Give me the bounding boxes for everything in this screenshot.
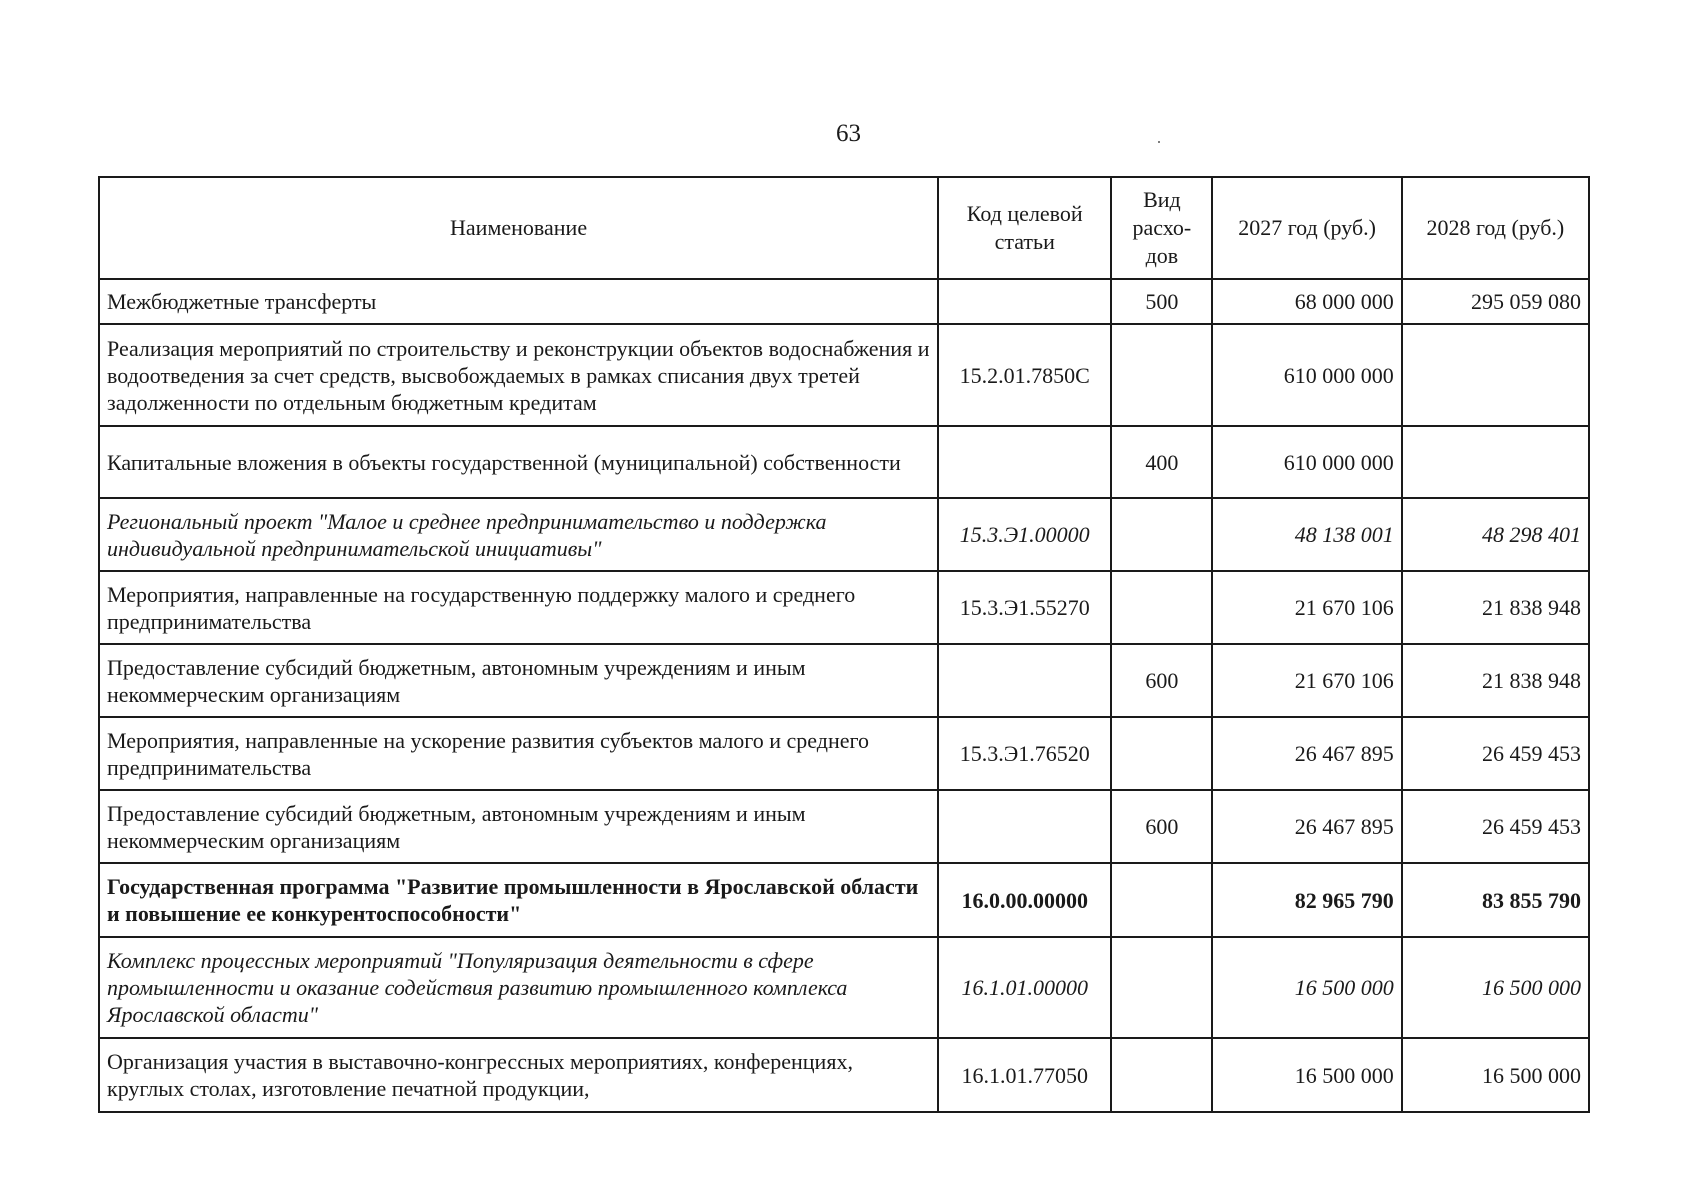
cell-amount-2028 xyxy=(1402,426,1589,498)
cell-amount-2028: 26 459 453 xyxy=(1402,790,1589,863)
cell-code: 15.3.Э1.55270 xyxy=(938,571,1111,644)
cell-type: 600 xyxy=(1111,644,1212,717)
cell-type xyxy=(1111,717,1212,790)
cell-amount-2027: 68 000 000 xyxy=(1212,279,1401,324)
table-row xyxy=(99,717,1589,790)
cell-amount-2027: 26 467 895 xyxy=(1212,717,1401,790)
cell-amount-2027: 610 000 000 xyxy=(1212,426,1401,498)
cell-amount-2027: 82 965 790 xyxy=(1212,863,1401,937)
cell-amount-2027: 48 138 001 xyxy=(1212,498,1401,571)
table-body xyxy=(99,279,1589,1112)
cell-type: 500 xyxy=(1111,279,1212,324)
cell-code xyxy=(938,426,1111,498)
cell-code: 16.1.01.77050 xyxy=(938,1038,1111,1112)
cell-name: Государственная программа "Развитие промышленности в Ярославской области и повышение ее конкурентоспособности" xyxy=(99,863,938,937)
cell-amount-2028: 16 500 000 xyxy=(1402,937,1589,1038)
scan-speck xyxy=(1158,141,1160,143)
cell-amount-2028: 21 838 948 xyxy=(1402,644,1589,717)
table-header-row xyxy=(99,177,1589,279)
cell-amount-2027: 21 670 106 xyxy=(1212,644,1401,717)
cell-amount-2027: 610 000 000 xyxy=(1212,324,1401,426)
table-row xyxy=(99,571,1589,644)
cell-code: 15.3.Э1.00000 xyxy=(938,498,1111,571)
cell-name: Реализация мероприятий по строительству и реконструкции объектов водоснабжения и водоотведения за счет средств, высвобождаемых в рамках списания двух третей задолженности по отдельным бюджетным кредитам xyxy=(99,324,938,426)
cell-amount-2028: 21 838 948 xyxy=(1402,571,1589,644)
cell-amount-2028 xyxy=(1402,324,1589,426)
cell-code xyxy=(938,644,1111,717)
header-type: Вид расхо-дов xyxy=(1111,177,1212,279)
cell-name: Комплекс процессных мероприятий "Популяризация деятельности в сфере промышленности и оказание содействия развитию промышленного комплекса Ярославской области" xyxy=(99,937,938,1038)
cell-amount-2028: 26 459 453 xyxy=(1402,717,1589,790)
cell-name: Мероприятия, направленные на ускорение развития субъектов малого и среднего предпринимательства xyxy=(99,717,938,790)
table-row xyxy=(99,426,1589,498)
cell-name: Межбюджетные трансферты xyxy=(99,279,938,324)
cell-code: 16.1.01.00000 xyxy=(938,937,1111,1038)
cell-type: 600 xyxy=(1111,790,1212,863)
table-row xyxy=(99,863,1589,937)
cell-amount-2027: 16 500 000 xyxy=(1212,1038,1401,1112)
table-row xyxy=(99,1038,1589,1112)
header-name: Наименование xyxy=(99,177,938,279)
budget-table xyxy=(98,176,1590,1113)
cell-type xyxy=(1111,863,1212,937)
page-number: 63 xyxy=(836,120,861,147)
cell-type xyxy=(1111,324,1212,426)
cell-name: Организация участия в выставочно-конгрессных мероприятиях, конференциях, круглых столах, изготовление печатной продукции, xyxy=(99,1038,938,1112)
table-row xyxy=(99,790,1589,863)
cell-code xyxy=(938,790,1111,863)
cell-code: 16.0.00.00000 xyxy=(938,863,1111,937)
cell-name: Предоставление субсидий бюджетным, автономным учреждениям и иным некоммерческим организациям xyxy=(99,644,938,717)
table-row xyxy=(99,937,1589,1038)
cell-name: Региональный проект "Малое и среднее предпринимательство и поддержка индивидуальной предпринимательской инициативы" xyxy=(99,498,938,571)
cell-amount-2028: 83 855 790 xyxy=(1402,863,1589,937)
header-code: Код целевой статьи xyxy=(938,177,1111,279)
cell-type: 400 xyxy=(1111,426,1212,498)
cell-amount-2027: 26 467 895 xyxy=(1212,790,1401,863)
cell-amount-2027: 16 500 000 xyxy=(1212,937,1401,1038)
cell-code: 15.3.Э1.76520 xyxy=(938,717,1111,790)
cell-type xyxy=(1111,1038,1212,1112)
cell-type xyxy=(1111,571,1212,644)
header-2028: 2028 год (руб.) xyxy=(1402,177,1589,279)
cell-code xyxy=(938,279,1111,324)
header-2027: 2027 год (руб.) xyxy=(1212,177,1401,279)
table-row xyxy=(99,324,1589,426)
cell-code: 15.2.01.7850С xyxy=(938,324,1111,426)
cell-amount-2027: 21 670 106 xyxy=(1212,571,1401,644)
cell-amount-2028: 48 298 401 xyxy=(1402,498,1589,571)
cell-name: Капитальные вложения в объекты государственной (муниципальной) собственности xyxy=(99,426,938,498)
table-row xyxy=(99,279,1589,324)
cell-type xyxy=(1111,498,1212,571)
cell-type xyxy=(1111,937,1212,1038)
cell-amount-2028: 295 059 080 xyxy=(1402,279,1589,324)
cell-name: Предоставление субсидий бюджетным, автономным учреждениям и иным некоммерческим организациям xyxy=(99,790,938,863)
table-row xyxy=(99,498,1589,571)
table-row xyxy=(99,644,1589,717)
cell-amount-2028: 16 500 000 xyxy=(1402,1038,1589,1112)
cell-name: Мероприятия, направленные на государственную поддержку малого и среднего предпринимательства xyxy=(99,571,938,644)
